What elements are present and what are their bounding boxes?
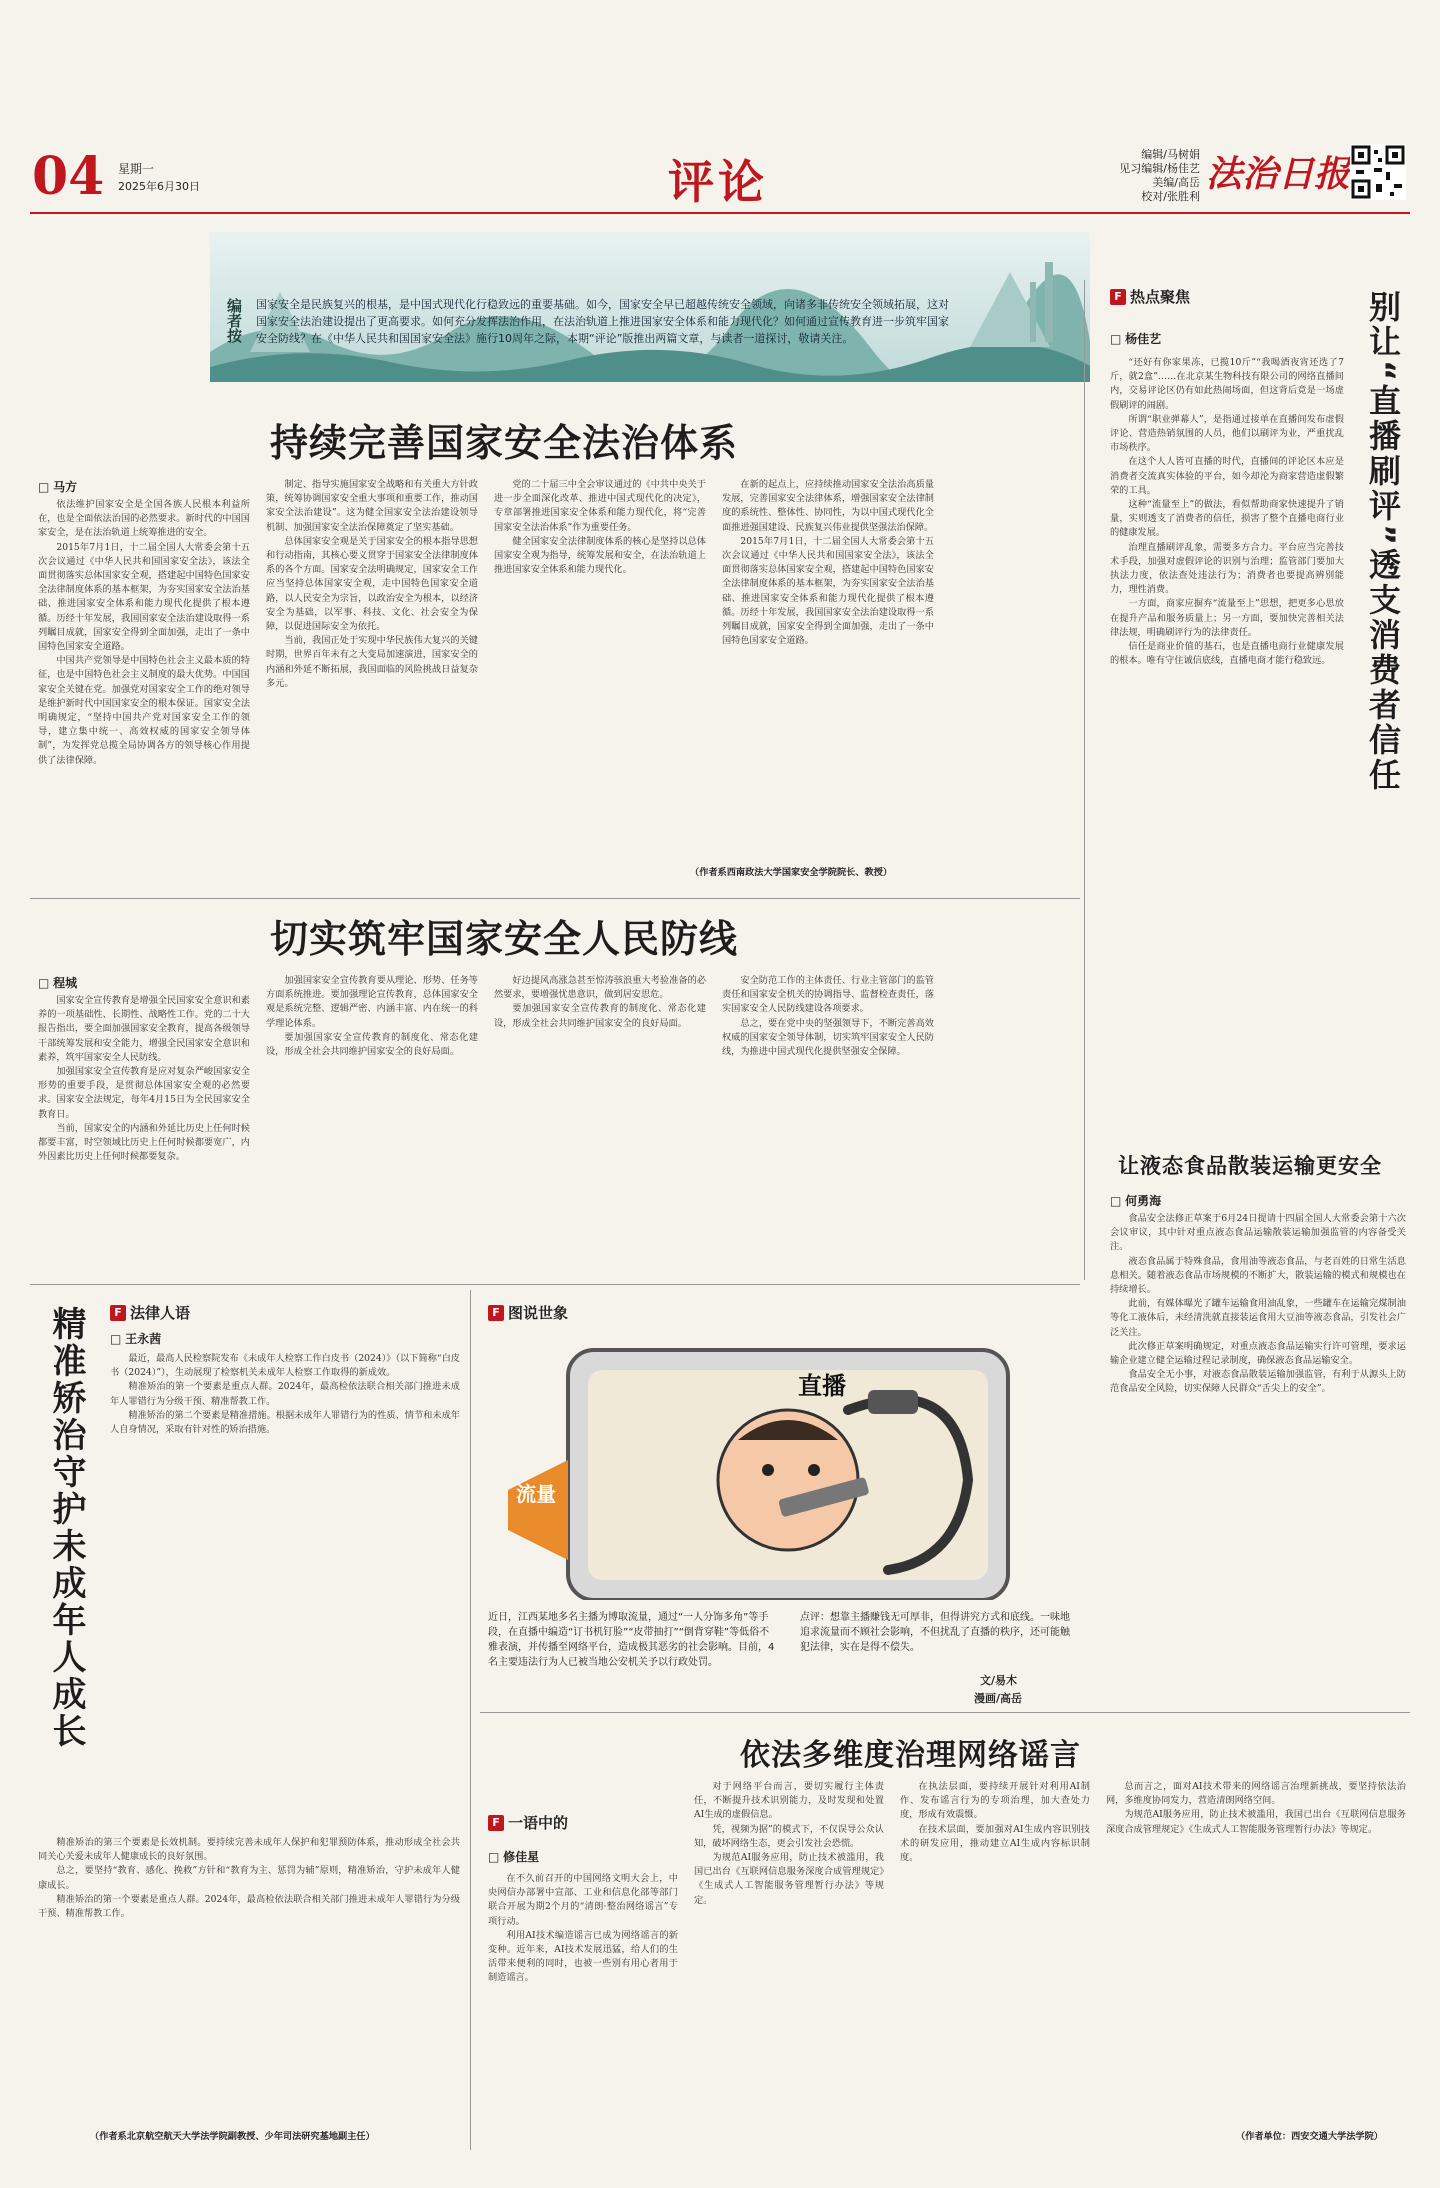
masthead-rule	[30, 212, 1410, 214]
cartoon-caption: 近日，江西某地多名主播为博取流量，通过“一人分饰多角”等手段，在直播中编造“订书机钉脸”“皮带抽打”“倒背穿鞋”等低俗不雅表演，并传播至网络平台，造成极其恶劣的社会影响。目前，4名主要违法行为人已被当地公安机关予以行政处罚。	[488, 1612, 775, 1668]
article2-col4: 安全防范工作的主体责任、行业主管部门的监管责任和国家安全机关的协调指导、监督检查责任，落实国家安全人民防线建设各项要求。 总之，要在党中央的坚强领导下，不断完善高效权威的国家安全领导体制，切实筑牢国家安全人民防线，为推进中国式现代化提供坚强安全保障。	[722, 975, 934, 1058]
one-word-author: □ 修佳星	[488, 1848, 539, 1865]
editor-line: 美编/高岳	[1152, 176, 1200, 189]
legal-view-body-bottom: 精准矫治的第三个要素是长效机制。要持续完善未成年人保护和犯罪预防体系，推动形成全社会共同关心关爱未成年人健康成长的良好氛围。 总之，要坚持“教育、感化、挽救”方针和“教育为主、惩罚为辅”原则，精准矫治，守护未成年人健康成长。 精准矫治的第一个要素是重点人群。2024年，最高检依法联合相关部门推进未成年人罪错行为分级干预、精准帮教工作。	[38, 1837, 460, 1920]
cartoon-comment: 点评：想靠主播赚钱无可厚非，但得讲究方式和底线。一味地追求流量而不顾社会影响，不但扰乱了直播的秩序，还可能触犯法律，实在是得不偿失。	[800, 1612, 1070, 1653]
legal-view-author: □ 王永茜	[110, 1330, 161, 1347]
legal-view-body: 最近，最高人民检察院发布《未成年人检察工作白皮书（2024）》（以下简称“白皮书（2024）”），生动展现了检察机关未成年人检察工作取得的新成效。 精准矫治的第一个要素是重点人群。2024年，最高检依法联合相关部门推进未成年人罪错行为分级干预、精准帮教工作。 精准矫治的第二个要素是精准措施。根据未成年人罪错行为的性质、情节和未成年人自身情况，采取有针对性的矫治措施。	[110, 1353, 460, 1436]
rumor-affiliation: （作者单位：西安交通大学法学院）	[1236, 2131, 1383, 2142]
vertical-divider	[1084, 280, 1085, 1280]
weekday: 星期一	[118, 162, 155, 176]
article2-col3: 好边提风高涨急甚至惊涛骇浪重大考验准备的必然要求，要增强忧患意识，做到居安思危。 要加强国家安全宣传教育的制度化、常态化建设，形成全社会共同维护国家安全的良好局面。	[494, 975, 706, 1029]
divider	[480, 1712, 1410, 1713]
food-transport-author: □ 何勇海	[1110, 1192, 1161, 1209]
one-word-body: 在不久前召开的中国网络文明大会上，中央网信办部署中宣部、工业和信息化部等部门联合开展为期2个月的“清朗·整治网络谣言”专项行动。 利用AI技术编造谣言已成为网络谣言的新变种。近年来，AI技术发展迅猛，给人们的生活带来便利的同时，也被一些别有用心者用于制造谣言。	[488, 1873, 678, 1984]
page-number: 04	[32, 146, 105, 207]
article2-title: 切实筑牢国家安全人民防线	[270, 917, 739, 961]
divider	[30, 1284, 1080, 1285]
editor-line: 见习编辑/杨佳艺	[1119, 162, 1200, 175]
article1-col3: 党的二十届三中全会审议通过的《中共中央关于进一步全面深化改革、推进中国式现代化的决定》，专章部署推进国家安全体系和能力现代化，将“完善国家安全法治体系”作为重要任务。 健全国家安全法律制度体系的核心是坚持以总体国家安全观为指导，统筹发展和安全，在法治轨道上推进国家安全体系和能力现代化。	[494, 479, 706, 576]
hot-focus-body: “还好有你家果冻，已揽10斤”“我喝酒夜宵还选了7斤，就2盒”……在北京某生物科技有限公司的网络直播间内，交易评论区仍有如此热闹场面，但这背后竟是一场虚假刷评的闹剧。 所谓“职业弹幕人”，是指通过接单在直播间发布虚假评论、营造热销氛围的人员，他们以刷评为业，严重扰乱市场秩序。 在这个人人皆可直播的时代，直播间的评论区本应是消费者交流真实体验的平台，如今却沦为商家营造虚假繁荣的工具。 这种“流量至上”的做法，看似帮助商家快速提升了销量，实则透支了消费者的信任，损害了整个直播电商行业的健康发展。 治理直播刷评乱象，需要多方合力。平台应当完善技术手段，加强对虚假评论的识别与治理；监管部门要加大执法力度，依法查处违法行为；消费者也要提高辨别能力，理性消费。 一方面，商家应摒弃“流量至上”思想，把更多心思放在提升产品和服务质量上；另一方面，要加快完善相关法律法规，明确刷评行为的法律责任。 信任是商业价值的基石，也是直播电商行业健康发展的根本。唯有守住诚信底线，直播电商才能行稳致远。	[1110, 357, 1344, 667]
article1-col2: 制定、指导实施国家安全战略和有关重大方针政策，统筹协调国家安全重大事项和重要工作，推动国家安全法治建设”。这为健全国家安全法治建设领导机制、加强国家安全法治保障奠定了坚实基础。 总体国家安全观是关于国家安全的根本指导思想和行动指南，其核心要义贯穿于国家安全法律制度体系的各个方面。国家安全法明确规定，国家安全工作应当坚持总体国家安全观，走中国特色国家安全道路，以人民安全为宗旨，以政治安全为根本，以经济安全为基础，以军事、科技、文化、社会安全为保障，以促进国际安全为依托。 当前，我国正处于实现中华民族伟大复兴的关键时期，世界百年未有之大变局加速演进，国家安全的内涵和外延不断拓展，我国面临的风险挑战日益复杂多元。	[266, 479, 478, 689]
one-word-body-2: 对于网络平台而言，要切实履行主体责任，不断提升技术识别能力，及时发现和处置AI生成的虚假信息。 凭，视频为据”的模式下，不仅误导公众认知，破坏网络生态，更会引发社会恐慌。 为规范AI服务应用，防止技术被滥用，我国已出台《互联网信息服务深度合成管理规定》《生成式人工智能服务管理暂行办法》等规定。	[694, 1781, 884, 1906]
one-word-tag: F 一语中的	[488, 1812, 568, 1833]
article2-col1: 国家安全宣传教育是增强全民国家安全意识和素养的一项基础性、长期性、战略性工作。党的二十大报告指出，要全面加强国家安全教育，提高各级领导干部统筹发展和安全能力，增强全民国家安全意识和素养，筑牢国家安全人民防线。 加强国家安全宣传教育是应对复杂严峻国家安全形势的重要手段，是贯彻总体国家安全观的必然要求。国家安全法规定，每年4月15日为全民国家安全教育日。 当前，国家安全的内涵和外延比历史上任何时候都要丰富，时空领域比历史上任何时候都要宽广，内外因素比历史上任何时候都要复杂。	[38, 995, 250, 1163]
rumor-body-col3: 在执法层面，要持续开展针对利用AI制作、发布谣言行为的专项治理，加大查处力度，形成有效震慑。 在技术层面，要加强对AI生成内容识别技术的研发应用，推动建立AI生成内容标识制度。	[900, 1781, 1090, 1864]
newspaper-logo: 法治日报	[1206, 153, 1351, 195]
article1-col4: 在新的起点上，应持续推动国家安全法治高质量发展，完善国家安全法律体系，增强国家安全法律制度的系统性、整体性、协同性，为以中国式现代化全面推进强国建设、民族复兴伟业提供坚强法治保障。 2015年7月1日，十二届全国人大常委会第十五次会议通过《中华人民共和国国家安全法》，该法全面贯彻落实总体国家安全观，搭建起中国特色国家安全法律制度体系的基本框架，为夯实国家安全法治基础、推进国家安全体系和能力现代化提供了根本遵循。历经十年发展，我国国家安全法治建设取得一系列瞩目成就，国家安全得到全面加强，走出了一条中国特色国家安全道路。	[722, 479, 934, 647]
legal-view-title: 精准矫治守护未成年人成长	[46, 1306, 86, 1750]
article1-col1: 依法维护国家安全是全国各族人民根本利益所在，也是全面依法治国的必然要求。新时代的中国国家安全，是在法治轨道上统筹推进的安全。 2015年7月1日，十二届全国人大常委会第十五次会议通过《中华人民共和国国家安全法》，该法全面贯彻落实总体国家安全观，搭建起中国特色国家安全法律制度体系的基本框架，为夯实国家安全法治基础、推进国家安全体系和能力现代化提供了根本遵循。历经十年发展，我国国家安全法治建设取得一系列瞩目成就，国家安全得到全面加强，走出了一条中国特色国家安全道路。 中国共产党领导是中国特色社会主义最本质的特征，也是中国特色社会主义制度的最大优势。中国国家安全关键在党。加强党对国家安全工作的绝对领导是维护新时代中国国家安全的根本保证。国家安全法明确规定，“坚持中国共产党对国家安全工作的领导，建立集中统一、高效权威的国家安全领导体制”，为发挥党总揽全局协调各方的领导核心作用提供了法律保障。	[38, 499, 250, 766]
cartoon-credit-art: 漫画/高岳	[974, 1692, 1023, 1705]
tag-f-icon: F	[1110, 289, 1126, 305]
cartoon-credit-text: 文/易木	[980, 1674, 1018, 1687]
livestream-cartoon	[488, 1330, 1078, 1600]
article2-author: □ 程城	[38, 974, 77, 991]
editor-note-label: 编者按	[225, 298, 243, 343]
rumor-body-col4: 总而言之，面对AI技术带来的网络谣言治理新挑战，要坚持依法治网，多维度协同发力，营造清朗网络空间。 为规范AI服务应用，防止技术被滥用，我国已出台《互联网信息服务深度合成管理规定》《生成式人工智能服务管理暂行办法》等规定。	[1106, 1781, 1406, 1835]
editor-list	[1110, 148, 1200, 204]
article1-author: □ 马方	[38, 478, 77, 495]
cartoon-tag: F 图说世象	[488, 1302, 568, 1323]
food-transport-title: 让液态食品散装运输更安全	[1118, 1154, 1382, 1178]
article1-title: 持续完善国家安全法治体系	[270, 421, 739, 465]
editor-line: 校对/张胜利	[1141, 190, 1200, 203]
cartoon-illustration	[488, 1330, 1078, 1600]
hot-focus-author: □ 杨佳艺	[1110, 330, 1161, 347]
section-title: 评论	[668, 155, 768, 209]
article1-affiliation: （作者系西南政法大学国家安全学院院长、教授）	[690, 867, 893, 878]
issue-date: 2025年6月30日	[118, 180, 200, 193]
food-transport-body: 食品安全法修正草案于6月24日提请十四届全国人大常委会第十六次会议审议，其中针对重点液态食品运输散装运输加强监管的内容备受关注。 液态食品属于特殊食品，食用油等液态食品，与老百姓的日常生活息息相关。随着液态食品市场规模的不断扩大，散装运输的模式和规模也在持续增长。 此前，有媒体曝光了罐车运输食用油乱象，一些罐车在运输完煤制油等化工液体后，未经清洗就直接装运食用大豆油等液态食品，引发社会广泛关注。 此次修正草案明确规定，对重点液态食品运输实行许可管理，要求运输企业建立健全运输过程记录制度，确保液态食品运输安全。 食品安全无小事，对液态食品散装运输加强监管，有利于从源头上防范食品安全风险，切实保障人民群众“舌尖上的安全”。	[1110, 1213, 1406, 1395]
tag-f-icon: F	[110, 1305, 126, 1321]
legal-view-tag: F 法律人语	[110, 1302, 190, 1323]
editor-note-banner	[210, 232, 1090, 382]
editor-note-text: 国家安全是民族复兴的根基，是中国式现代化行稳致远的重要基础。如今，国家安全早已超越传统安全领域，向诸多非传统安全领域拓展，这对国家安全法治建设提出了更高要求。如何充分发挥法治作用，在法治轨道上推进国家安全体系和能力现代化？如何通过宣传教育进一步筑牢国家安全防线？在《中华人民共和国国家安全法》施行10周年之际，本期“评论”版推出两篇文章，与读者一道探讨，敬请关注。	[256, 298, 949, 345]
legal-view-affiliation: （作者系北京航空航天大学法学院副教授、少年司法研究基地副主任）	[90, 2131, 375, 2142]
masthead	[0, 140, 1440, 220]
article2-col2: 加强国家安全宣传教育要从理论、形势、任务等方面系统推进。要加强理论宣传教育，总体国家安全观是系统完整、逻辑严密、内涵丰富、内在统一的科学理论体系。 要加强国家安全宣传教育的制度化、常态化建设，形成全社会共同维护国家安全的良好局面。	[266, 975, 478, 1058]
cartoon-side-label: 流量	[516, 1482, 556, 1506]
vertical-divider	[470, 1290, 471, 2150]
qr-code-icon[interactable]	[1350, 144, 1406, 200]
tag-f-icon: F	[488, 1305, 504, 1321]
hot-focus-title: 别让“直播刷评”透支消费者信任	[1364, 290, 1402, 794]
divider	[30, 898, 1080, 899]
cartoon-screen-label: 直播	[798, 1372, 846, 1400]
rumor-title: 依法多维度治理网络谣言	[740, 1738, 1081, 1773]
editor-line: 编辑/马树娟	[1141, 148, 1200, 161]
tag-f-icon: F	[488, 1815, 504, 1831]
hot-focus-tag: F 热点聚焦	[1110, 286, 1190, 307]
